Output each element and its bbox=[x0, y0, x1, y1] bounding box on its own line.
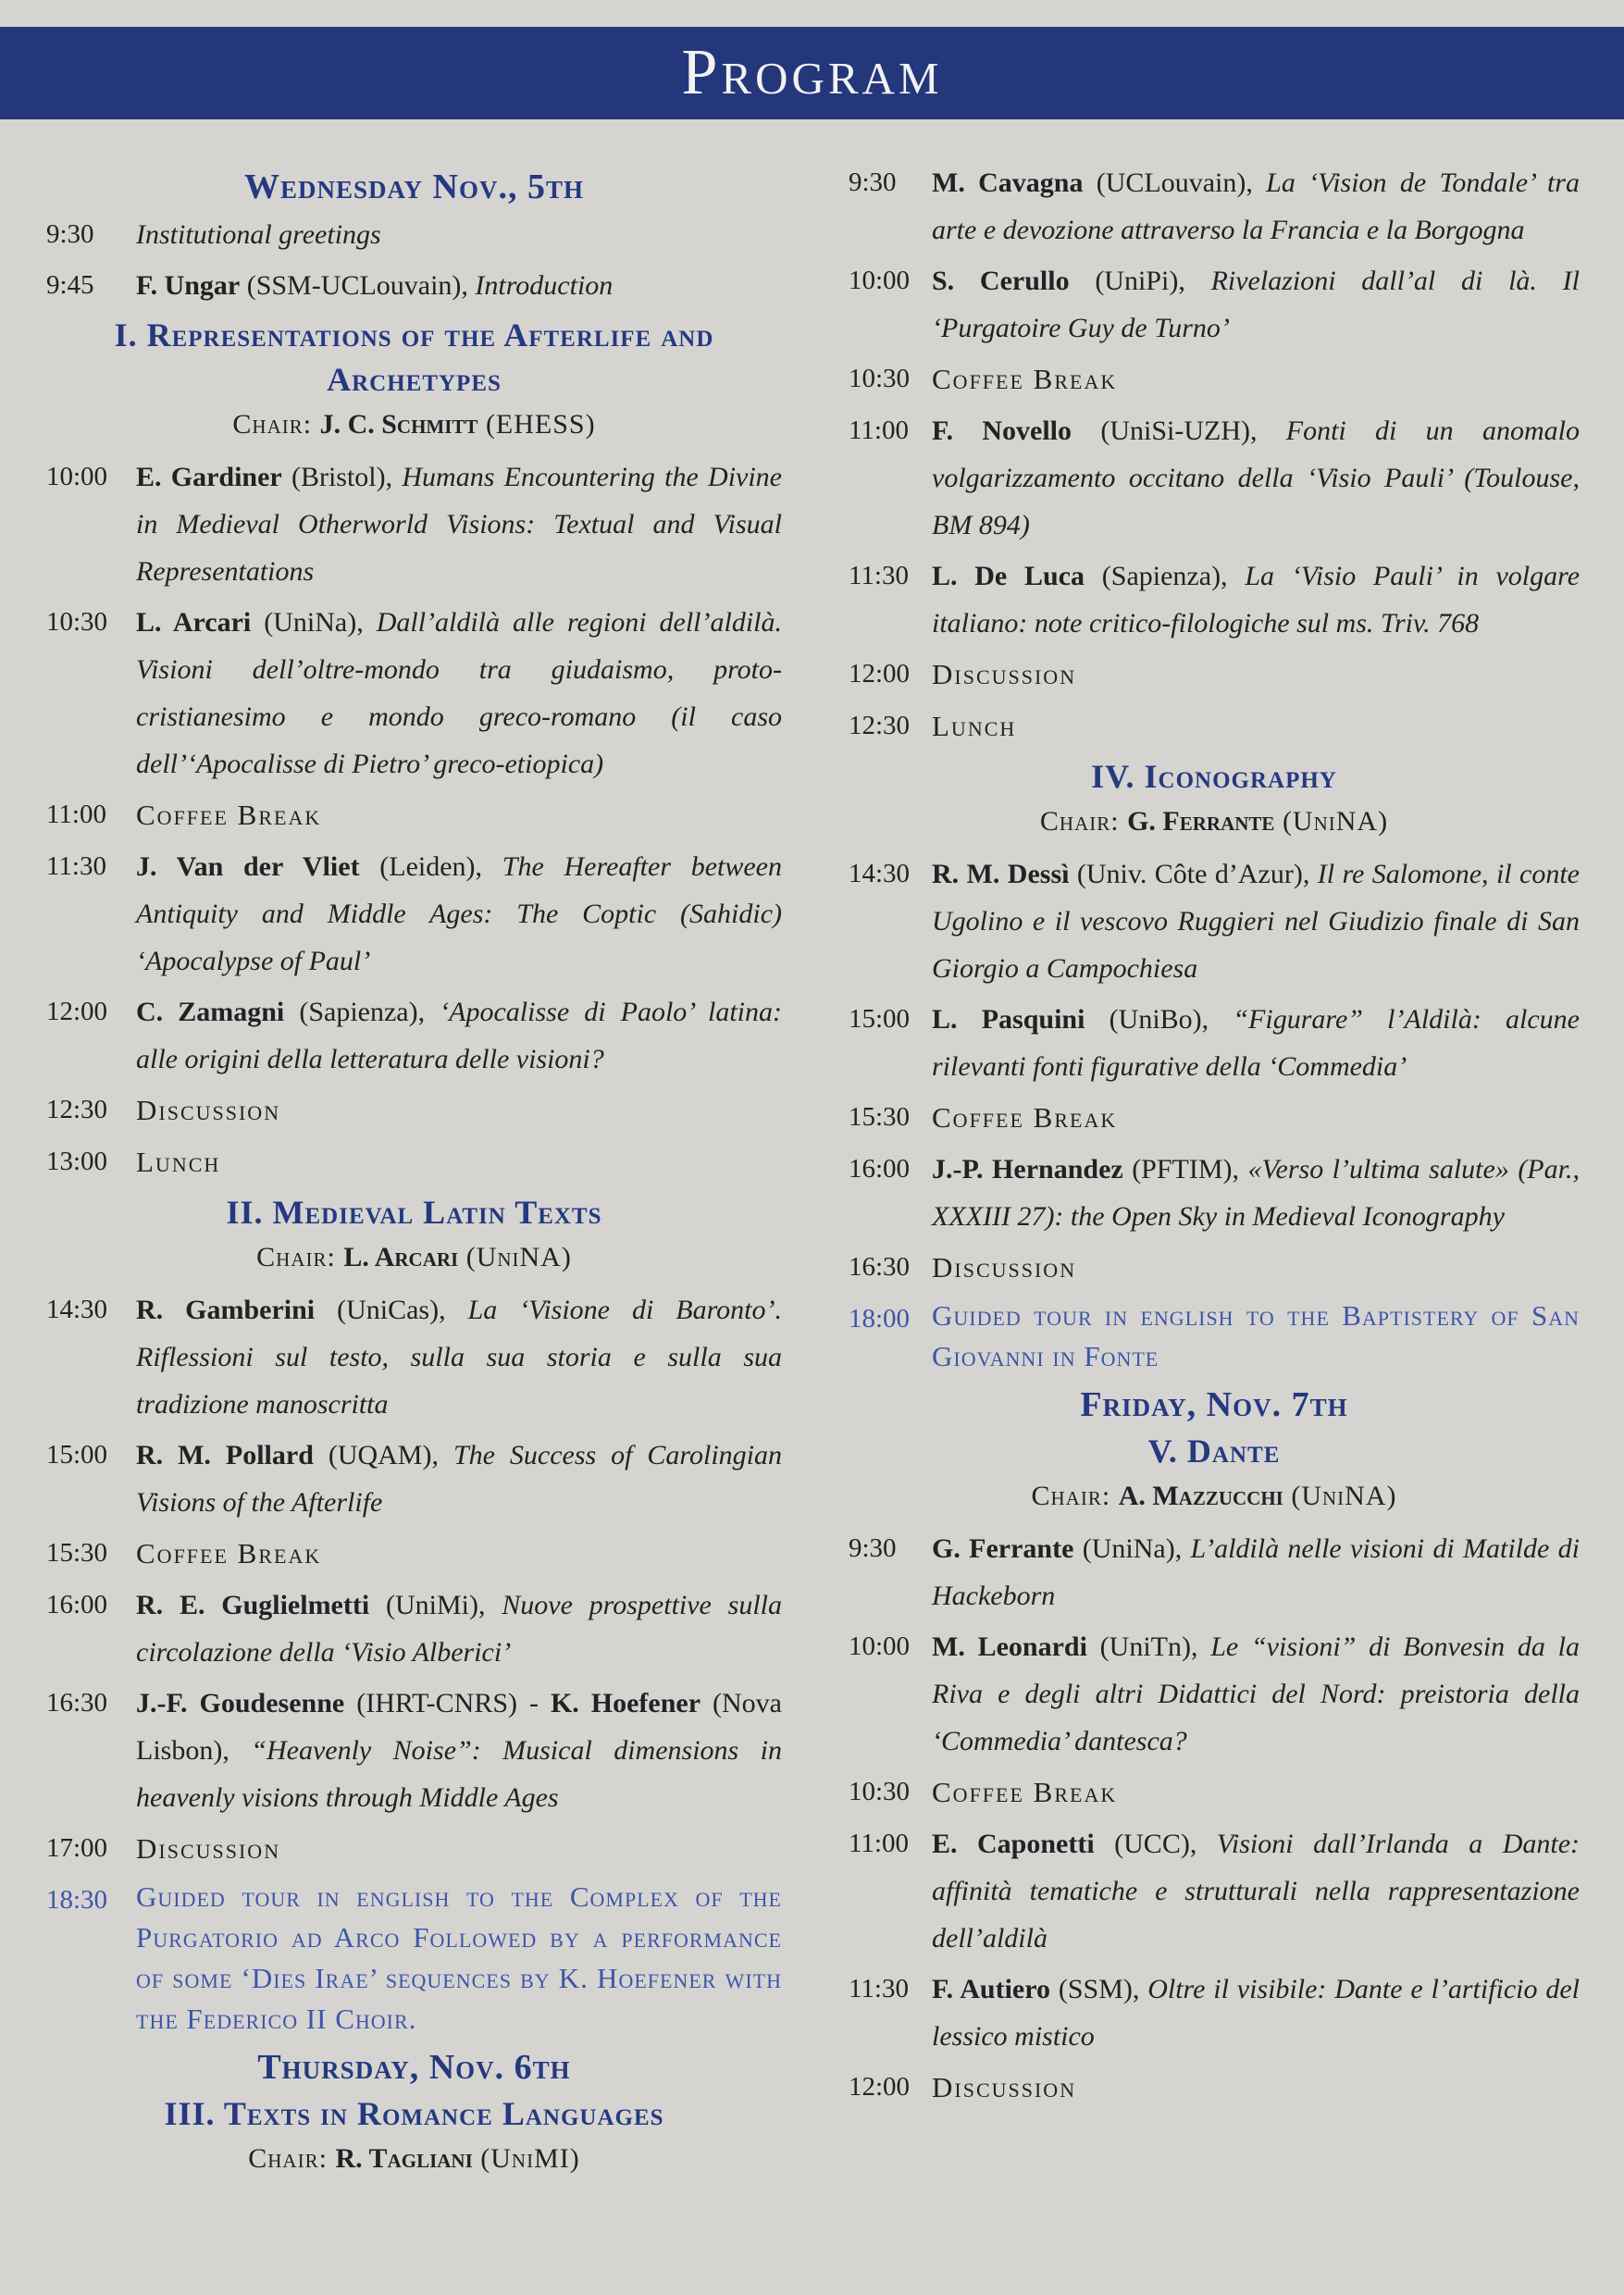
schedule-entry bbox=[849, 1296, 1580, 1377]
entry-time: 15:30 bbox=[46, 1538, 108, 1568]
entry-label: Coffee Break bbox=[932, 1776, 1118, 1808]
entry-content bbox=[932, 2064, 1580, 2112]
schedule-entry bbox=[46, 843, 782, 985]
talk-title: «Verso l’ultima salute» (Par., XXXIII 27): the Open Sky in Medieval Iconography bbox=[932, 1154, 1580, 1232]
speaker-name: S. Cerullo bbox=[932, 266, 1070, 296]
entry-content bbox=[136, 988, 782, 1083]
entry-label: Discussion bbox=[932, 1251, 1077, 1284]
entry-time: 10:00 bbox=[849, 1631, 911, 1661]
schedule-entry bbox=[849, 1623, 1580, 1765]
schedule-entry bbox=[849, 1244, 1580, 1292]
session-chair bbox=[46, 2136, 782, 2182]
speaker-affiliation: (PFTIM), bbox=[1122, 1154, 1248, 1185]
speaker-name: F. Novello bbox=[932, 416, 1072, 446]
entry-time: 12:00 bbox=[46, 997, 108, 1026]
speaker-affiliation: (Leiden), bbox=[359, 851, 502, 882]
speaker-affiliation: (UniNa), bbox=[251, 607, 377, 638]
entry-time: 13:00 bbox=[46, 1147, 108, 1176]
entry-content bbox=[136, 791, 782, 839]
speaker-affiliation: (UCLouvain), bbox=[1083, 167, 1267, 198]
schedule-entry bbox=[849, 1768, 1580, 1817]
speaker-affiliation: (SSM), bbox=[1050, 1974, 1148, 2004]
schedule-entry bbox=[849, 1820, 1580, 1962]
speaker-affiliation: (IHRT-CNRS) - bbox=[344, 1688, 551, 1718]
entry-label: Discussion bbox=[136, 1832, 281, 1865]
schedule-entry bbox=[849, 407, 1580, 549]
speaker-name: F. Ungar bbox=[136, 270, 241, 301]
speaker-affiliation: (UCC), bbox=[1094, 1829, 1217, 1859]
speaker-affiliation: (UniBo), bbox=[1085, 1004, 1233, 1035]
entry-content bbox=[932, 1146, 1580, 1240]
entry-label: Coffee Break bbox=[932, 1101, 1118, 1134]
schedule-entry bbox=[849, 1094, 1580, 1142]
entry-content bbox=[136, 1286, 782, 1428]
chair-affiliation: (EHESS) bbox=[477, 409, 596, 440]
chair-affiliation: (UniNA) bbox=[458, 1242, 572, 1272]
entry-label: Coffee Break bbox=[136, 1537, 322, 1569]
entry-content bbox=[932, 1768, 1580, 1817]
entry-time: 12:00 bbox=[849, 659, 911, 688]
entry-time: 10:30 bbox=[849, 1777, 911, 1806]
speaker-affiliation: (Univ. Côte d’Azur), bbox=[1069, 859, 1318, 889]
entry-time: 16:00 bbox=[46, 1590, 108, 1619]
entry-time: 16:00 bbox=[849, 1154, 911, 1184]
entry-content bbox=[932, 1525, 1580, 1619]
speaker-affiliation: (UniSi-UZH), bbox=[1072, 416, 1286, 446]
speaker-name: L. De Luca bbox=[932, 561, 1085, 591]
entry-content bbox=[932, 996, 1580, 1090]
entry-time: 11:00 bbox=[46, 800, 106, 829]
speaker-affiliation: (UniPi), bbox=[1069, 266, 1211, 296]
speaker-name: F. Autiero bbox=[932, 1974, 1051, 2004]
speaker-affiliation: (UniTn), bbox=[1086, 1631, 1211, 1662]
entry-time: 17:00 bbox=[46, 1833, 108, 1863]
talk-title: ‘Apocalisse di Paolo’ latina: alle origini della letteratura delle visioni? bbox=[136, 997, 783, 1074]
schedule-entry bbox=[46, 988, 782, 1083]
entry-content bbox=[932, 702, 1580, 751]
entry-label: Lunch bbox=[136, 1146, 221, 1178]
entry-time: 10:00 bbox=[849, 266, 911, 295]
entry-content bbox=[136, 1825, 782, 1873]
session-chair bbox=[46, 402, 782, 448]
talk-title: The Success of Carolingian Visions of the Afterlife bbox=[136, 1440, 782, 1518]
entry-content bbox=[136, 453, 782, 595]
chair-name: L. Arcari bbox=[343, 1242, 459, 1272]
speaker-name: M. Cavagna bbox=[932, 167, 1084, 198]
talk-title: Oltre il visibile: Dante e l’artificio del lessico mistico bbox=[932, 1974, 1580, 2052]
talk-title: La ‘Vision de Tondale’ tra arte e devozione attraverso la Francia e la Borgogna bbox=[932, 167, 1580, 245]
entry-time: 16:30 bbox=[46, 1688, 108, 1718]
speaker-affiliation: (UQAM), bbox=[313, 1440, 453, 1470]
entry-time: 14:30 bbox=[849, 859, 911, 888]
entry-time: 10:30 bbox=[46, 607, 108, 637]
entry-content bbox=[136, 211, 782, 258]
schedule-entry bbox=[849, 1525, 1580, 1619]
chair-label: Chair: bbox=[232, 409, 320, 440]
schedule-entry bbox=[849, 257, 1580, 352]
section-heading: III. Texts in Romance Languages bbox=[164, 2095, 664, 2132]
talk-title: Rivelazioni dall’al di là. Il ‘Purgatoire Guy de Turno’ bbox=[932, 266, 1580, 343]
speaker-name: E. Caponetti bbox=[932, 1829, 1095, 1859]
schedule-entry bbox=[46, 1530, 782, 1578]
entry-label: Lunch bbox=[932, 710, 1017, 742]
schedule-entry bbox=[46, 1680, 782, 1821]
schedule-entry bbox=[849, 651, 1580, 699]
speaker-name: R. M. Pollard bbox=[136, 1440, 314, 1470]
chair-label: Chair: bbox=[1039, 806, 1128, 837]
entry-content bbox=[136, 1138, 782, 1186]
section-heading: IV. Iconography bbox=[1091, 758, 1337, 795]
entry-content bbox=[136, 1530, 782, 1578]
speaker-affiliation: (UniNa), bbox=[1073, 1533, 1191, 1564]
entry-time: 10:30 bbox=[849, 364, 911, 393]
entry-content bbox=[932, 1094, 1580, 1142]
speaker-name: K. Hoefener bbox=[550, 1688, 701, 1718]
speaker-affiliation: (UniMi), bbox=[369, 1590, 502, 1620]
section-heading: II. Medieval Latin Texts bbox=[226, 1194, 602, 1231]
entry-content bbox=[932, 355, 1580, 403]
speaker-affiliation: (Sapienza), bbox=[284, 997, 440, 1027]
speaker-name: J.-F. Goudesenne bbox=[136, 1688, 345, 1718]
entry-content bbox=[932, 1296, 1580, 1377]
event-description: Guided tour in english to the Baptistery of San Giovanni in Fonte bbox=[932, 1299, 1580, 1372]
schedule-entry bbox=[46, 1877, 782, 2040]
day-heading: Friday, Nov. 7th bbox=[1080, 1385, 1348, 1424]
speaker-affiliation: (Sapienza), bbox=[1085, 561, 1246, 591]
day-heading: Thursday, Nov. 6th bbox=[257, 2048, 571, 2087]
speaker-name: L. Pasquini bbox=[932, 1004, 1085, 1035]
entry-content bbox=[136, 843, 782, 985]
speaker-name: G. Ferrante bbox=[932, 1533, 1074, 1564]
entry-label: Discussion bbox=[136, 1094, 281, 1126]
schedule-entry bbox=[849, 355, 1580, 403]
talk-title: La ‘Visione di Baronto’. Riflessioni sul testo, sulla sua storia e sulla sua tradizione manoscritta bbox=[136, 1295, 782, 1420]
entry-time: 15:30 bbox=[849, 1102, 911, 1132]
schedule-entry bbox=[46, 599, 782, 788]
schedule-entry bbox=[46, 791, 782, 839]
chair-affiliation: (UniMI) bbox=[472, 2143, 580, 2174]
entry-time: 12:30 bbox=[849, 711, 911, 740]
entry-content bbox=[932, 159, 1580, 254]
entry-time: 9:30 bbox=[849, 167, 897, 197]
section-heading: V. Dante bbox=[1147, 1433, 1281, 1470]
talk-title: La ‘Visio Pauli’ in volgare italiano: note critico-filologiche sul ms. Triv. 768 bbox=[932, 561, 1581, 639]
speaker-name: J. Van der Vliet bbox=[136, 851, 360, 882]
entry-content bbox=[932, 651, 1580, 699]
event-description: Guided tour in english to the Complex of the Purgatorio ad Arco Followed by a performance of some ‘Dies Irae’ sequences by K. Hoefener with the Federico II Choir. bbox=[136, 1880, 782, 2035]
entry-content bbox=[136, 599, 782, 788]
speaker-name: J.-P. Hernandez bbox=[932, 1154, 1123, 1185]
schedule-entry bbox=[46, 1825, 782, 1873]
entry-content bbox=[136, 1432, 782, 1526]
entry-time: 11:00 bbox=[849, 1829, 909, 1858]
talk-title: Il re Salomone, il conte Ugolino e il vescovo Ruggieri nel Giudizio finale di San Giorgio a Campochiesa bbox=[932, 859, 1581, 984]
speaker-affiliation: (UniCas), bbox=[315, 1295, 468, 1325]
speaker-name: R. M. Dessì bbox=[932, 859, 1070, 889]
talk-title: Fonti di un anomalo volgarizzamento occitano della ‘Visio Pauli’ (Toulouse, BM 894) bbox=[932, 416, 1580, 540]
entry-time: 11:00 bbox=[849, 416, 909, 445]
entry-content bbox=[932, 1244, 1580, 1292]
speaker-affiliation: (Bristol), bbox=[281, 462, 403, 492]
chair-name: G. Ferrante bbox=[1127, 806, 1275, 837]
entry-content bbox=[932, 257, 1580, 352]
speaker-name: L. Arcari bbox=[136, 607, 252, 638]
entry-time: 12:00 bbox=[849, 2072, 911, 2102]
schedule-entry bbox=[849, 159, 1580, 254]
chair-affiliation: (UniNA) bbox=[1283, 1481, 1397, 1511]
entry-content bbox=[932, 1966, 1580, 2060]
entry-label: Coffee Break bbox=[932, 363, 1118, 395]
entry-time: 15:00 bbox=[849, 1004, 911, 1034]
entry-time: 14:30 bbox=[46, 1295, 108, 1324]
session-chair bbox=[849, 1473, 1580, 1520]
schedule-entry bbox=[849, 1146, 1580, 1240]
talk-title: Dall’aldilà alle regioni dell’aldilà. Visioni dell’oltre-mondo tra giudaismo, proto-cristianesimo e mondo greco-romano (il caso dell’‘Apocalisse di Pietro’ greco-etiopica) bbox=[136, 607, 782, 779]
schedule-entry bbox=[849, 1966, 1580, 2060]
entry-content bbox=[932, 850, 1580, 992]
talk-title: Humans Encountering the Divine in Medieval Otherworld Visions: Textual and Visual Representations bbox=[136, 462, 782, 587]
talk-title: Visioni dall’Irlanda a Dante: affinità tematiche e strutturali nella rappresentazione dell’aldilà bbox=[932, 1829, 1581, 1954]
left-column bbox=[46, 159, 782, 2188]
chair-name: J. C. Schmitt bbox=[319, 409, 478, 440]
speaker-name: R. E. Guglielmetti bbox=[136, 1590, 370, 1620]
entry-content bbox=[136, 1877, 782, 2040]
entry-content bbox=[932, 407, 1580, 549]
entry-content bbox=[136, 1086, 782, 1135]
chair-name: R. Tagliani bbox=[335, 2143, 473, 2174]
speaker-name: R. Gamberini bbox=[136, 1295, 316, 1325]
schedule-entry bbox=[46, 262, 782, 309]
chair-label: Chair: bbox=[256, 1242, 344, 1272]
speaker-name: M. Leonardi bbox=[932, 1631, 1087, 1662]
program-header bbox=[0, 27, 1624, 119]
entry-time: 9:45 bbox=[46, 270, 94, 300]
schedule-entry bbox=[46, 211, 782, 258]
talk-title: Introduction bbox=[475, 270, 614, 301]
entry-time: 9:30 bbox=[46, 219, 94, 249]
entry-content bbox=[932, 1820, 1580, 1962]
entry-time: 10:00 bbox=[46, 462, 108, 491]
entry-content bbox=[932, 552, 1580, 647]
speaker-name: E. Gardiner bbox=[136, 462, 282, 492]
schedule-entry bbox=[849, 702, 1580, 751]
right-column bbox=[849, 159, 1580, 2115]
entry-content bbox=[136, 1680, 782, 1821]
speaker-affiliation: (Nova Lisbon), bbox=[136, 1688, 782, 1766]
entry-label: Discussion bbox=[932, 2071, 1077, 2103]
talk-title: L’aldilà nelle visioni di Matilde di Hackeborn bbox=[932, 1533, 1580, 1611]
session-chair bbox=[46, 1234, 782, 1281]
entry-content bbox=[932, 1623, 1580, 1765]
entry-content bbox=[136, 262, 782, 309]
chair-label: Chair: bbox=[1031, 1481, 1119, 1511]
entry-time: 18:00 bbox=[849, 1304, 911, 1334]
entry-time: 18:30 bbox=[46, 1885, 108, 1915]
talk-title: Le “visioni” di Bonvesin da la Riva e degli altri Didattici del Nord: preistoria della ‘Commedia’ dantesca? bbox=[932, 1631, 1580, 1756]
entry-time: 11:30 bbox=[46, 851, 106, 881]
entry-content bbox=[136, 1582, 782, 1676]
chair-affiliation: (UniNA) bbox=[1274, 806, 1389, 837]
schedule-entry bbox=[46, 1086, 782, 1135]
section-heading: I. Representations of the Afterlife and Archetypes bbox=[114, 316, 714, 398]
entry-time: 16:30 bbox=[849, 1252, 911, 1282]
session-chair bbox=[849, 799, 1580, 845]
entry-time: 11:30 bbox=[849, 1974, 909, 2003]
schedule-entry bbox=[849, 850, 1580, 992]
schedule-entry bbox=[46, 1432, 782, 1526]
speaker-affiliation: (SSM-UCLouvain), bbox=[240, 270, 476, 301]
talk-title: The Hereafter between Antiquity and Middle Ages: The Coptic (Sahidic) ‘Apocalypse of Paul’ bbox=[136, 851, 782, 976]
schedule-entry bbox=[46, 1286, 782, 1428]
entry-time: 11:30 bbox=[849, 561, 909, 590]
entry-time: 15:00 bbox=[46, 1440, 108, 1470]
entry-time: 9:30 bbox=[849, 1533, 897, 1563]
entry-label: Discussion bbox=[932, 658, 1077, 690]
day-heading: Wednesday Nov., 5th bbox=[243, 167, 584, 206]
talk-title: Nuove prospettive sulla circolazione della ‘Visio Alberici’ bbox=[136, 1590, 782, 1668]
talk-title: Institutional greetings bbox=[136, 219, 381, 250]
schedule-entry bbox=[849, 2064, 1580, 2112]
talk-title: “Heavenly Noise”: Musical dimensions in heavenly visions through Middle Ages bbox=[136, 1735, 782, 1813]
schedule-entry bbox=[46, 453, 782, 595]
page-title: Program bbox=[681, 37, 943, 108]
schedule-entry bbox=[849, 552, 1580, 647]
schedule-entry bbox=[46, 1138, 782, 1186]
chair-name: A. Mazzucchi bbox=[1118, 1481, 1283, 1511]
schedule-entry bbox=[849, 996, 1580, 1090]
talk-title: “Figurare” l’Aldilà: alcune rilevanti fonti figurative della ‘Commedia’ bbox=[932, 1004, 1580, 1082]
entry-time: 12:30 bbox=[46, 1095, 108, 1124]
speaker-name: C. Zamagni bbox=[136, 997, 285, 1027]
entry-label: Coffee Break bbox=[136, 799, 322, 831]
schedule-entry bbox=[46, 1582, 782, 1676]
chair-label: Chair: bbox=[248, 2143, 336, 2174]
